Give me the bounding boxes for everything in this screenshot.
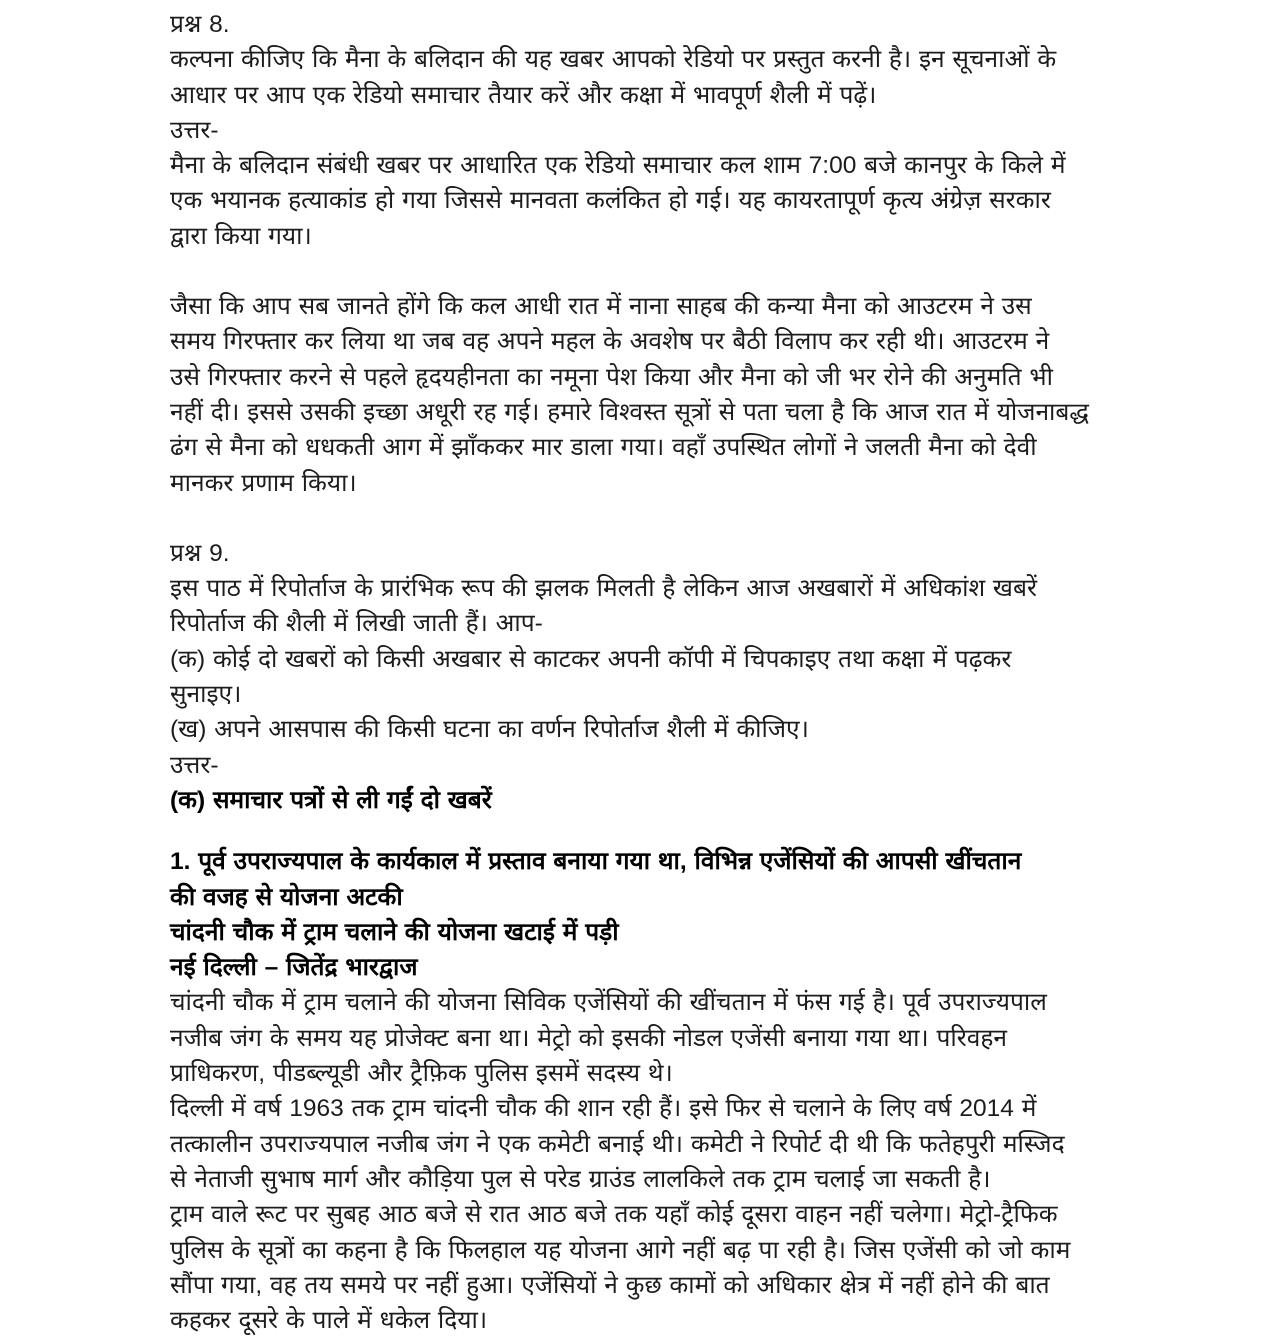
text-line: आधार पर आप एक रेडियो समाचार तैयार करें और कक्षा में भावपूर्ण शैली में पढ़ें। — [170, 81, 877, 109]
text-line: कहकर दूसरे के पाले में धकेल दिया। — [170, 1307, 488, 1335]
text-line: उसे गिरफ्तार करने से पहले हृदयहीनता का नमूना पेश किया और मैना को जी भर रोने की अनुमति भी — [170, 363, 1053, 391]
text-line: एक भयानक हत्याकांड हो गया जिससे मानवता कलंकित हो गई। यह कायरतापूर्ण कृत्य अंग्रेज़ सरकार — [170, 187, 1051, 215]
text-line: प्रश्न 8. — [170, 11, 230, 38]
text-line: नई दिल्ली – जितेंद्र भारद्वाज — [170, 954, 418, 982]
text-line: दिल्ली में वर्ष 1963 तक ट्राम चांदनी चौक की शान रही हैं। इसे फिर से चलाने के लिए वर्ष 2014 में — [170, 1095, 1037, 1123]
text-line: सौंपा गया, वह तय समये पर नहीं हुआ। एजेंसियों ने कुछ कामों को अधिकार क्षेत्र में नहीं होने की बात — [170, 1271, 1050, 1299]
text-line: नजीब जंग के समय यह प्रोजेक्ट बना था। मेट्रो को इसकी नोडल एजेंसी बनाया गया था। परिवहन — [170, 1024, 1008, 1052]
text-line: से नेताजी सुभाष मार्ग और कौड़िया पुल से परेड ग्राउंड लालकिले तक ट्राम चलाई जा सकती है। — [170, 1165, 991, 1193]
text-line: चांदनी चौक में ट्राम चलाने की योजना खटाई में पड़ी — [170, 918, 619, 946]
text-line: ट्राम वाले रूट पर सुबह आठ बजे से रात आठ बजे तक यहाँ कोई दूसरा वाहन नहीं चलेगा। मेट्रो-ट्रैफिक — [170, 1201, 1058, 1229]
text-line: (ख) अपने आसपास की किसी घटना का वर्णन रिपोर्ताज शैली में कीजिए। — [170, 716, 809, 744]
text-line: जैसा कि आप सब जानते होंगे कि कल आधी रात में नाना साहब की कन्या मैना को आउटरम ने उस — [170, 293, 1032, 321]
text-line: की वजह से योजना अटकी — [170, 883, 403, 911]
text-line: ढंग से मैना को धधकती आग में झाँककर मार डाला गया। वहाँ उपस्थित लोगों ने जलती मैना को देवी — [170, 434, 1037, 462]
document-body — [170, 7, 1145, 1338]
text-line: (क) कोई दो खबरों को किसी अखबार से काटकर अपनी कॉपी में चिपकाइए तथा कक्षा में पढ़कर — [170, 645, 1012, 673]
text-line: उत्तर- — [170, 116, 219, 144]
text-line: उत्तर- — [170, 751, 219, 779]
text-line: मानकर प्रणाम किया। — [170, 469, 357, 497]
text-line: इस पाठ में रिपोर्ताज के प्रारंभिक रूप की झलक मिलती है लेकिन आज अखबारों में अधिकांश खबरें — [170, 575, 1037, 603]
text-line: (क) समाचार पत्रों से ली गईं दो खबरें — [170, 786, 492, 814]
text-line: चांदनी चौक में ट्राम चलाने की योजना सिविक एजेंसियों की खींचतान में फंस गई है। पूर्व उपराज्यपाल — [170, 989, 1047, 1017]
text-line: सुनाइए। — [170, 681, 242, 709]
text-line: द्वारा किया गया। — [170, 222, 312, 250]
text-line: समय गिरफ्तार कर लिया था जब वह अपने महल के अवशेष पर बैठी विलाप कर रही थी। आउटरम ने — [170, 328, 1050, 356]
text-line: पुलिस के सूत्रों का कहना है कि फिलहाल यह योजना आगे नहीं बढ़ पा रही है। जिस एजेंसी को जो काम — [170, 1236, 1071, 1264]
text-line: मैना के बलिदान संबंधी खबर पर आधारित एक रेडियो समाचार कल शाम 7:00 बजे कानपुर के किले में — [170, 152, 1066, 180]
text-line: कल्पना कीजिए कि मैना के बलिदान की यह खबर आपको रेडियो पर प्रस्तुत करनी है। इन सूचनाओं के — [170, 46, 1057, 74]
text-line: तत्कालीन उपराज्यपाल नजीब जंग ने एक कमेटी बनाई थी। कमेटी ने रिपोर्ट दी थी कि फतेहपुरी मस्जिद — [170, 1130, 1065, 1158]
text-line: प्राधिकरण, पीडब्ल्यूडी और ट्रैफ़िक पुलिस इसमें सदस्य थे। — [170, 1060, 673, 1088]
text-line: प्रश्न 9. — [170, 539, 230, 567]
text-line: रिपोर्ताज की शैली में लिखी जाती हैं। आप- — [170, 610, 543, 638]
text-line: 1. पूर्व उपराज्यपाल के कार्यकाल में प्रस्ताव बनाया गया था, विभिन्न एजेंसियों की आपसी खींचतान — [170, 848, 1022, 876]
text-line: नहीं दी। इससे उसकी इच्छा अधूरी रह गई। हमारे विश्वस्त सूत्रों से पता चला है कि आज रात में योजनाबद्ध — [170, 398, 1089, 426]
